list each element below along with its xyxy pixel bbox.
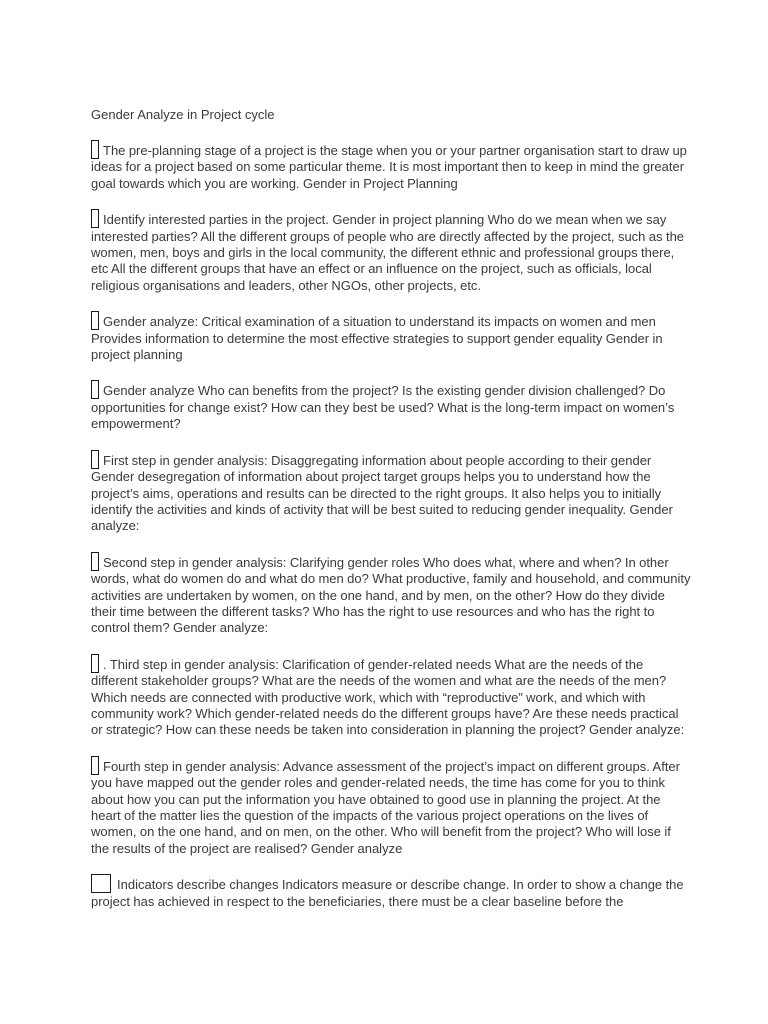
paragraph-text: The pre-planning stage of a project is the stage when you or your partner organisation start to draw up ideas for a project based on some particular theme. It is most important then to keep in mind the greater goal towards which you are working. Gender in Project Planning bbox=[91, 143, 687, 191]
paragraph-prefix: . bbox=[103, 656, 107, 672]
missing-glyph-box-icon bbox=[91, 380, 99, 399]
missing-glyph-box-icon bbox=[91, 311, 99, 330]
paragraph-text: Fourth step in gender analysis: Advance assessment of the project’s impact on different groups. After you have mapped out the gender roles and gender-related needs, the time has come for you to think about how you can put the information you have obtained to good use in planning the project. At the heart of the matter lies the question of the impacts of the various project operations on the lives of women, on the one hand, and on men, on the other. Who will benefit from the project? Who will lose if the results of the project are realised? Gender analyze bbox=[91, 758, 680, 856]
missing-glyph-box-icon bbox=[91, 209, 99, 228]
paragraph-text: Gender analyze Who can benefits from the project? Is the existing gender division challenged? Do opportunities for change exist? How can they best be used? What is the long-term impact on women’s empowerment? bbox=[91, 383, 675, 432]
paragraph-fourth-step bbox=[91, 756, 691, 857]
paragraph-first-step bbox=[91, 450, 691, 535]
paragraph-indicators bbox=[91, 874, 691, 910]
paragraph-interested-parties bbox=[91, 209, 691, 294]
missing-glyph-box-icon bbox=[91, 756, 99, 775]
missing-glyph-box-icon bbox=[91, 874, 111, 893]
paragraph-text: Gender analyze: Critical examination of a situation to understand its impacts on women and men Provides information to determine the most effective strategies to support gender equality Gender in project planning bbox=[91, 314, 663, 363]
paragraph-pre-planning bbox=[91, 140, 691, 192]
missing-glyph-box-icon bbox=[91, 450, 99, 469]
document-body bbox=[91, 107, 691, 927]
missing-glyph-box-icon bbox=[91, 140, 99, 159]
paragraph-text: Identify interested parties in the project. Gender in project planning Who do we mean when we say interested parties? All the different groups of people who are directly affected by the project, such as the women, men, boys and girls in the local community, the different ethnic and professional groups there, etc All the different groups that have an effect or an influence on the project, such as officials, local religious organisations and leaders, other NGOs, other projects, etc. bbox=[91, 212, 685, 293]
paragraph-text: Third step in gender analysis: Clarification of gender-related needs What are the needs of the different stakeholder groups? What are the needs of the women and what are the needs of the men? Which needs are connected with productive work, which with “reproductive” work, and which with community work? Which gender-related needs do the different groups have? Are these needs practical or strategic? How can these needs be taken into consideration in planning the project? Gender analyze: bbox=[91, 656, 685, 738]
paragraph-text: Second step in gender analysis: Clarifying gender roles Who does what, where and when? In other words, what do women do and what do men do? What productive, family and household, and community activities are undertaken by women, on the one hand, and by men, on the other? How do they divide their time between the different tasks? Who has the right to use resources and who has the right to control them? Gender analyze: bbox=[91, 554, 691, 636]
paragraph-who-benefits bbox=[91, 380, 691, 432]
missing-glyph-box-icon bbox=[91, 552, 99, 571]
paragraph-gender-analyze-definition bbox=[91, 311, 691, 363]
paragraph-text: Indicators describe changes Indicators measure or describe change. In order to show a change the project has achieved in respect to the beneficiaries, there must be a clear baseline before the bbox=[91, 877, 684, 909]
paragraph-second-step bbox=[91, 552, 691, 637]
paragraph-text: First step in gender analysis: Disaggregating information about people according to their gender Gender desegregation of information about project target groups helps you to understand how the project’s aims, operations and results can be directed to the right groups. It also helps you to initially identify the activities and kinds of activity that will be best suited to reducing gender inequality. Gender analyze: bbox=[91, 452, 673, 534]
document-title: Gender Analyze in Project cycle bbox=[91, 107, 275, 122]
missing-glyph-box-icon bbox=[91, 654, 99, 673]
paragraph-third-step bbox=[91, 654, 691, 739]
